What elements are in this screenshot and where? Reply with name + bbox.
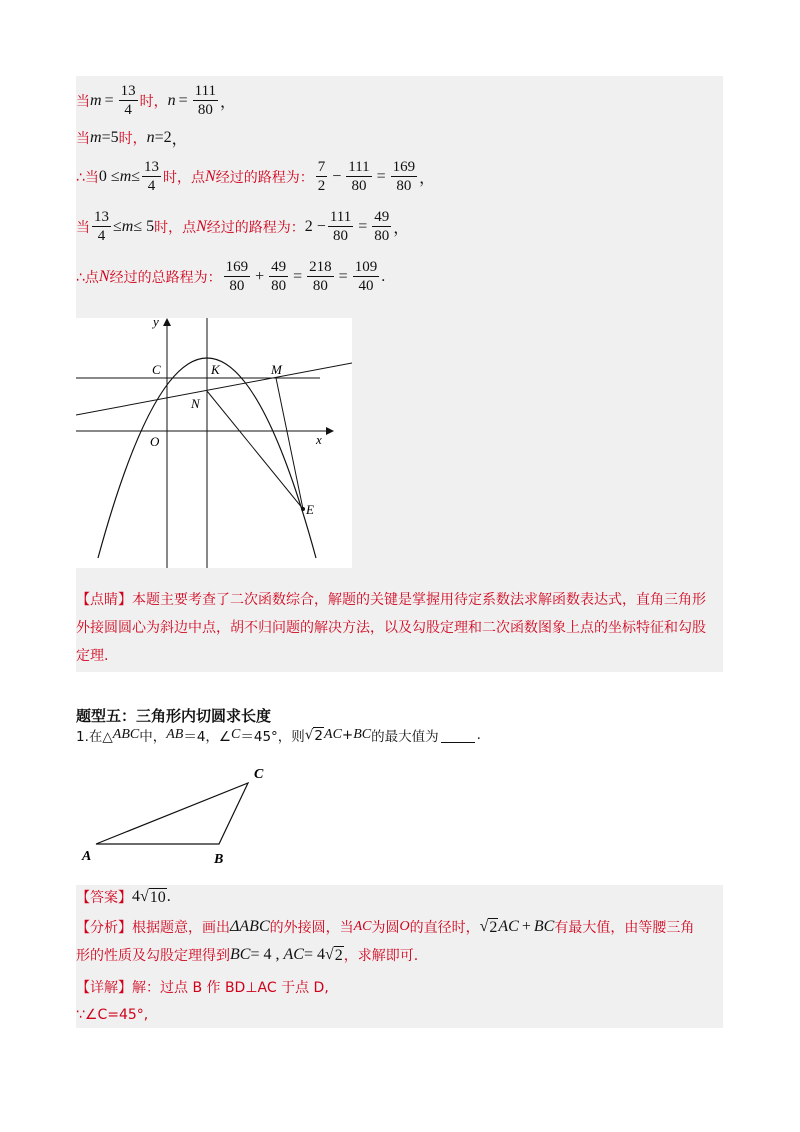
- text: 当: [76, 219, 90, 236]
- denominator: 80: [396, 178, 412, 194]
- op: ≤: [113, 217, 122, 235]
- op: =: [376, 167, 386, 185]
- side-ac: AC: [353, 919, 372, 934]
- comment-paragraph: [76, 586, 716, 670]
- fraction: [193, 82, 218, 119]
- op: =: [338, 267, 348, 285]
- numerator: 169: [225, 259, 249, 275]
- text: 形的性质及勾股定理得到: [76, 948, 230, 964]
- numerator: 49: [374, 209, 390, 225]
- denominator: 80: [271, 278, 287, 294]
- section-heading: 题型五：三角形内切圆求长度: [76, 707, 272, 725]
- radicand: 2: [489, 918, 498, 936]
- numerator: 13: [94, 209, 109, 225]
- numerator: 109: [354, 259, 378, 275]
- numerator: 111: [194, 83, 217, 99]
- fraction: [391, 158, 418, 195]
- denominator: 80: [312, 278, 328, 294]
- text: 根据题意，画出: [132, 920, 230, 936]
- var-n: n: [146, 128, 155, 146]
- label-k: K: [211, 362, 220, 377]
- analysis-line-2: [76, 945, 418, 965]
- triangle-abc: ABC: [112, 727, 140, 742]
- label-o: O: [150, 434, 160, 449]
- side-ac: AC: [283, 946, 304, 963]
- sqrt-sign: √: [479, 917, 489, 935]
- because-text: ∵∠C=45°,: [76, 1007, 149, 1023]
- comment-tag: 【点睛】: [76, 592, 132, 608]
- side-bc: BC: [230, 946, 251, 963]
- solution-block: [76, 76, 723, 672]
- graph-background: [76, 318, 352, 568]
- text: 有最大值，由等腰三角: [554, 920, 695, 936]
- denominator: 4: [124, 102, 132, 118]
- op: ≤: [131, 167, 141, 185]
- triangle-figure: [78, 760, 278, 870]
- numerator: 111: [348, 159, 370, 175]
- text: 经过的路程为：: [215, 169, 314, 186]
- angle-c: C: [231, 727, 241, 742]
- denominator: 4: [147, 178, 156, 194]
- solution-line-2: [76, 126, 188, 149]
- op: +: [341, 727, 354, 743]
- label-c: C: [254, 767, 264, 782]
- point-n: N: [98, 267, 110, 285]
- sqrt-sign: √: [324, 945, 334, 963]
- denominator: 40: [358, 278, 374, 294]
- text: 的最大值为: [371, 729, 439, 745]
- numerator: 7: [317, 159, 326, 175]
- side-ac: AC: [324, 727, 342, 742]
- because-line: [76, 1007, 148, 1023]
- label-c: C: [152, 362, 161, 377]
- side-ab: AB: [166, 727, 184, 742]
- comment-text: 本题主要考查了二次函数综合，解题的关键是掌握用待定系数法求解函数表达式，直角三角形外接圆圆心为斜边中点，胡不归问题的解决方法，以及勾股定理和二次函数图象上点的坐标特征和勾股定理.: [76, 592, 706, 664]
- op: =: [178, 91, 188, 109]
- numerator: 218: [309, 259, 332, 275]
- fraction: [269, 258, 288, 295]
- sqrt-expression: [305, 727, 324, 744]
- point-n: N: [205, 167, 216, 185]
- text: ，: [393, 220, 410, 237]
- numerator: 49: [271, 259, 287, 275]
- text: 的外接圆，当: [269, 920, 354, 936]
- numerator: 13: [144, 159, 160, 175]
- var-n: n: [167, 91, 176, 109]
- answer-block: [76, 885, 723, 1028]
- text: .: [476, 727, 481, 743]
- text: ＝4，∠: [183, 729, 232, 745]
- sqrt-sign: √: [304, 726, 314, 743]
- solution-line-1: [76, 82, 236, 119]
- denominator: 80: [333, 228, 349, 244]
- op: =: [104, 91, 114, 109]
- solution-line-5: [76, 258, 385, 295]
- analysis-line-1: [76, 917, 694, 937]
- denominator: 80: [197, 102, 213, 118]
- text: 经过的路程为：: [206, 219, 305, 236]
- math: 2 −: [304, 217, 326, 235]
- text: 时，: [139, 93, 168, 110]
- numerator: 169: [392, 159, 416, 175]
- var-m: m: [90, 91, 102, 109]
- sqrt-expression: [480, 918, 499, 937]
- side-bc: BC: [353, 727, 372, 742]
- op: =: [358, 217, 368, 235]
- answer-line: [76, 887, 171, 907]
- solution-line-4: [76, 208, 409, 245]
- text: ，: [171, 131, 188, 148]
- op: +: [255, 267, 265, 285]
- circle-o: O: [399, 919, 410, 934]
- text: .: [381, 267, 386, 285]
- fraction: [119, 82, 138, 119]
- radicand: 2: [314, 727, 324, 744]
- text: ，: [419, 170, 436, 187]
- denominator: 80: [229, 278, 245, 294]
- text: 时，: [118, 130, 147, 147]
- fraction: [372, 208, 391, 245]
- label-a: A: [82, 849, 92, 864]
- solution-line-3: [76, 158, 435, 195]
- fraction: [328, 208, 353, 245]
- parabola-graph: [76, 318, 352, 568]
- text: ∴当: [76, 169, 99, 186]
- label-x: x: [316, 432, 322, 447]
- text: 1.在△: [76, 729, 113, 745]
- denominator: 80: [351, 178, 367, 194]
- radicand: 2: [334, 946, 343, 964]
- label-b: B: [214, 852, 224, 867]
- op: =5: [101, 128, 119, 146]
- side-ac: AC: [498, 918, 519, 935]
- op: +: [521, 918, 531, 935]
- fraction: [316, 158, 328, 195]
- text: ，: [220, 94, 237, 111]
- text: 的直径时，: [409, 920, 480, 936]
- denominator: 2: [317, 178, 326, 194]
- var-m: m: [119, 167, 132, 185]
- text: 经过的总路程为：: [109, 269, 222, 286]
- sqrt-expression: [140, 888, 167, 907]
- text: ＝45°，则: [240, 729, 305, 745]
- triangle-abc: ABC: [239, 918, 270, 935]
- point-n: N: [196, 217, 207, 235]
- fraction: [307, 258, 334, 295]
- delta-sign: Δ: [230, 918, 240, 935]
- text: ∴点: [76, 269, 99, 286]
- side-bc: BC: [533, 918, 555, 935]
- math: = 4 ,: [250, 946, 280, 963]
- label-e: E: [306, 502, 314, 517]
- detail-text: 解：过点 B 作 BD⊥AC 于点 D,: [132, 980, 329, 996]
- fraction: [142, 158, 161, 195]
- op: =2: [154, 128, 172, 146]
- denominator: 80: [374, 228, 390, 244]
- text: 当: [76, 93, 90, 110]
- numerator: 111: [329, 209, 352, 225]
- text: 中，: [139, 729, 167, 745]
- fraction: [92, 208, 111, 245]
- fraction: [224, 258, 251, 295]
- numerator: 13: [120, 83, 136, 99]
- detail-tag: 【详解】: [76, 980, 132, 996]
- label-y: y: [153, 318, 159, 329]
- text: 为圆: [371, 920, 400, 936]
- label-m: M: [271, 362, 282, 377]
- answer-blank[interactable]: [441, 728, 475, 743]
- var-m: m: [90, 128, 102, 146]
- op: =: [293, 267, 303, 285]
- text: 时，点: [163, 169, 206, 186]
- detail-line: [76, 977, 329, 997]
- text: .: [166, 888, 171, 905]
- question-1: [76, 725, 481, 745]
- text: 当: [76, 130, 90, 147]
- point-e: [301, 507, 305, 511]
- answer-tag: 【答案】: [76, 890, 132, 906]
- math: 0 ≤: [98, 167, 120, 185]
- math: ≤ 5: [133, 217, 155, 235]
- answer-coef: 4: [132, 888, 140, 905]
- math: = 4: [303, 946, 325, 963]
- text: 时，点: [154, 219, 197, 236]
- fraction: [353, 258, 380, 295]
- sqrt-expression: [325, 946, 344, 965]
- op: −: [332, 167, 342, 185]
- denominator: 4: [97, 228, 106, 244]
- analysis-tag: 【分析】: [76, 920, 132, 936]
- text: ，求解即可.: [343, 948, 419, 964]
- radicand: 10: [149, 888, 166, 906]
- var-m: m: [121, 217, 134, 235]
- fraction: [346, 158, 371, 195]
- label-n: N: [191, 396, 200, 411]
- triangle-abc: [96, 783, 248, 844]
- sqrt-sign: √: [140, 887, 149, 905]
